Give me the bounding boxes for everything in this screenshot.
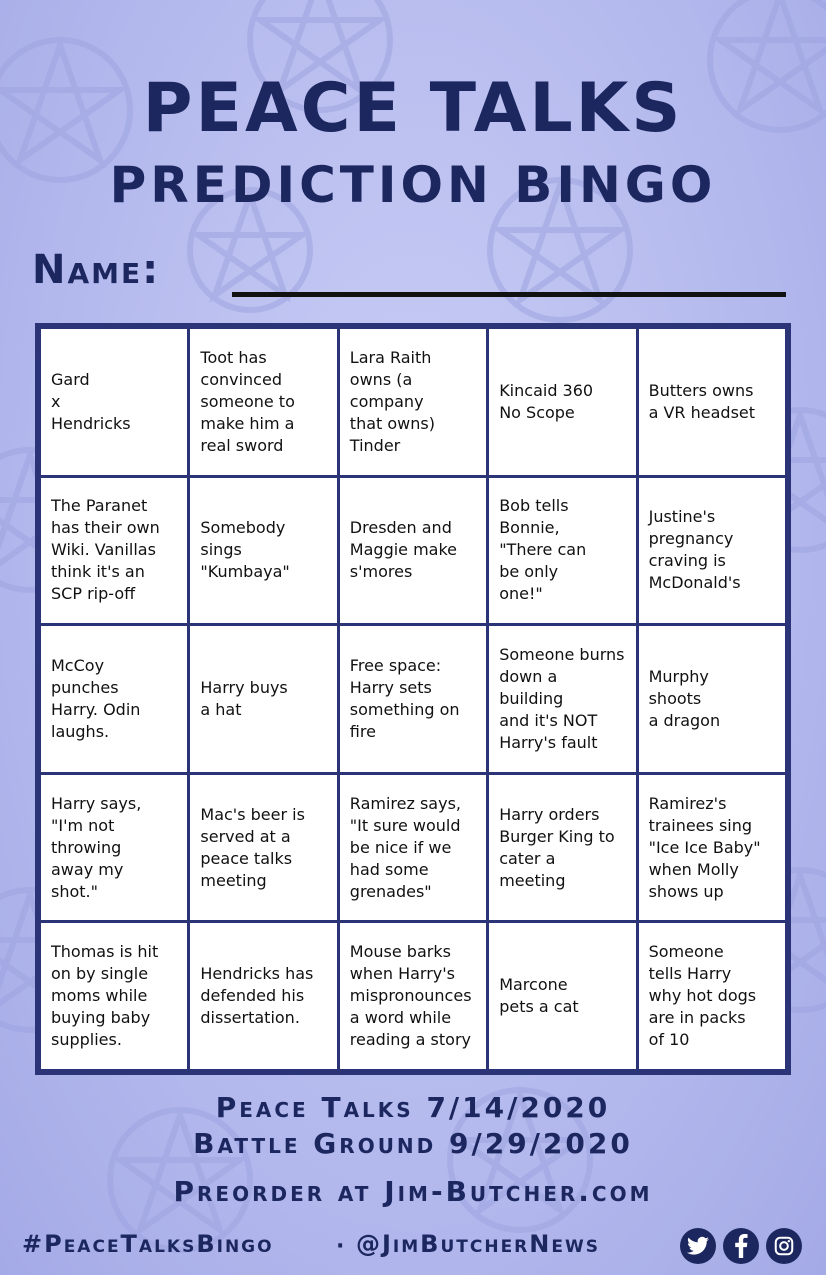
bingo-grid	[35, 323, 791, 1075]
bingo-cell-14[interactable]	[489, 626, 635, 772]
bingo-cell-text: Marcone pets a cat	[499, 975, 579, 1017]
bingo-cell-text: Justine's pregnancy craving is McDonald's	[648, 507, 741, 593]
bingo-cell-text: Someone tells Harry why hot dogs are in packs of 10	[648, 942, 757, 1050]
bingo-cell-12[interactable]	[190, 626, 336, 772]
bingo-cell-6[interactable]	[41, 478, 187, 624]
bingo-cell-text: Harry says, "I'm not throwing away my shot."	[51, 793, 142, 901]
bingo-cell-free-space[interactable]	[340, 626, 486, 772]
bingo-cell-2[interactable]	[190, 329, 336, 475]
bingo-cell-17[interactable]	[190, 775, 336, 921]
bingo-cell-text: Somebody sings "Kumbaya"	[200, 518, 290, 582]
bingo-cell-text: Mouse barks when Harry's mispronounces a word while reading a story	[349, 942, 472, 1050]
bingo-cell-4[interactable]	[489, 329, 635, 475]
bingo-cell-16[interactable]	[41, 775, 187, 921]
bingo-cell-text: Free space: Harry sets something on fire	[349, 655, 460, 741]
bingo-cell-text: Gard x Hendricks	[51, 369, 131, 433]
bingo-cell-10[interactable]	[639, 478, 785, 624]
bingo-cell-8[interactable]	[340, 478, 486, 624]
bingo-cell-text: Mac's beer is served at a peace talks meeting	[200, 804, 305, 890]
social-handle: @JimButcherNews	[356, 1230, 600, 1258]
bingo-cell-text: Thomas is hit on by single moms while buying baby supplies.	[51, 942, 159, 1050]
preorder-link[interactable]: Preorder at Jim-Butcher.com	[173, 1175, 653, 1208]
bingo-cell-11[interactable]	[41, 626, 187, 772]
bingo-cell-22[interactable]	[190, 923, 336, 1069]
hashtag: #PeaceTalksBingo	[22, 1230, 274, 1258]
bingo-cell-20[interactable]	[639, 775, 785, 921]
twitter-icon[interactable]	[680, 1228, 716, 1264]
bingo-cell-text: Toot has convinced someone to make him a real sword	[200, 347, 295, 455]
bingo-cell-24[interactable]	[489, 923, 635, 1069]
bingo-cell-23[interactable]	[340, 923, 486, 1069]
bingo-cell-25[interactable]	[639, 923, 785, 1069]
bingo-cell-3[interactable]	[340, 329, 486, 475]
bingo-cell-9[interactable]	[489, 478, 635, 624]
bingo-cell-19[interactable]	[489, 775, 635, 921]
bingo-cell-text: Lara Raith owns (a company that owns) Tinder	[349, 347, 435, 455]
bingo-cell-1[interactable]	[41, 329, 187, 475]
bingo-cell-text: Murphy shoots a dragon	[648, 666, 721, 730]
bingo-cell-text: Butters owns a VR headset	[648, 380, 756, 422]
instagram-icon[interactable]	[766, 1228, 802, 1264]
bingo-cell-text: McCoy punches Harry. Odin laughs.	[51, 655, 141, 741]
bingo-cell-text: The Paranet has their own Wiki. Vanillas think it's an SCP rip-off	[51, 496, 160, 604]
bingo-cell-text: Someone burns down a building and it's NOT Harry's fault	[499, 644, 625, 752]
social-footer	[0, 1228, 826, 1264]
name-blank-line	[232, 292, 786, 297]
page-title: PEACE TALKS	[142, 69, 684, 148]
bingo-cell-text: Hendricks has defended his dissertation.	[200, 964, 314, 1028]
bingo-cell-7[interactable]	[190, 478, 336, 624]
bingo-cell-text: Ramirez's trainees sing "Ice Ice Baby" when Molly shows up	[648, 793, 761, 901]
bingo-cell-text: Dresden and Maggie make s'mores	[349, 518, 458, 582]
bingo-cell-text: Harry orders Burger King to cater a meeting	[499, 804, 615, 890]
bingo-cell-text: Kincaid 360 No Scope	[499, 380, 594, 422]
bingo-cell-15[interactable]	[639, 626, 785, 772]
page-subtitle: PREDICTION BINGO	[109, 156, 717, 214]
name-label: Name:	[32, 247, 161, 293]
separator-dot: ·	[336, 1234, 345, 1259]
bingo-cell-5[interactable]	[639, 329, 785, 475]
facebook-icon[interactable]	[723, 1228, 759, 1264]
bingo-cell-text: Bob tells Bonnie, "There can be only one!"	[499, 496, 587, 604]
bingo-cell-text: Ramirez says, "It sure would be nice if we had some grenades"	[349, 793, 461, 901]
release-date-battle-ground: Battle Ground 9/29/2020	[193, 1127, 633, 1160]
release-date-peace-talks: Peace Talks 7/14/2020	[215, 1091, 611, 1124]
bingo-cell-18[interactable]	[340, 775, 486, 921]
bingo-cell-text: Harry buys a hat	[200, 677, 288, 719]
bingo-cell-21[interactable]	[41, 923, 187, 1069]
